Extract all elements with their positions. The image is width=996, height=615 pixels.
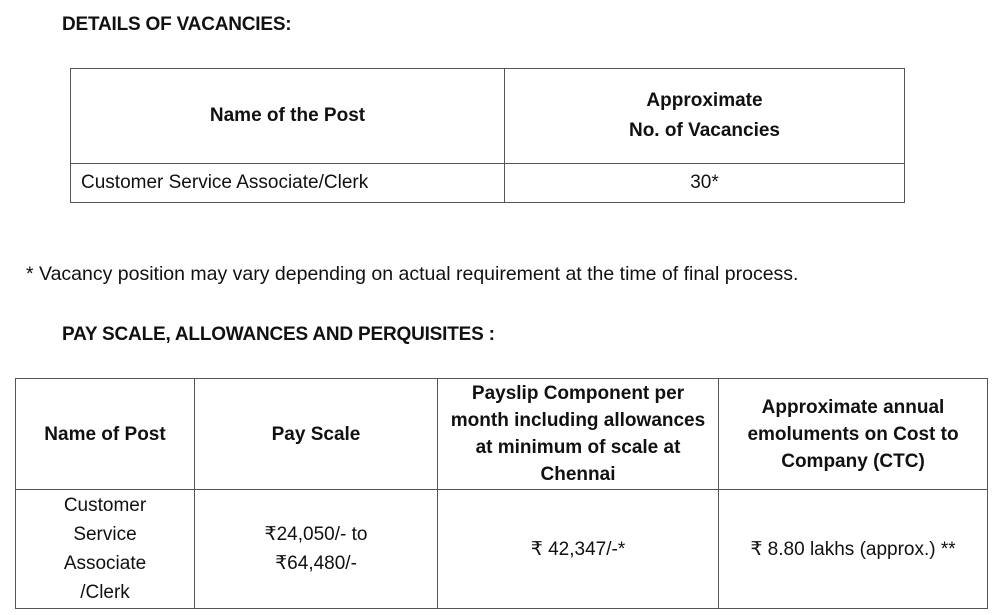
- payslip-header-line-2: month including allowances: [450, 410, 706, 431]
- pay-scale-line-2: ₹64,480/-: [275, 553, 357, 574]
- payslip-header-line-1: Payslip Component per: [471, 383, 685, 404]
- post-line-2: Service: [73, 524, 137, 545]
- vacancies-header-line-1: Approximate: [646, 90, 763, 111]
- vacancies-header-line-2: No. of Vacancies: [628, 120, 780, 141]
- pay-scale-cell: [195, 490, 438, 609]
- pay-table: [15, 378, 988, 609]
- payslip-header: [438, 379, 719, 490]
- vacancies-count-cell: 30*: [505, 164, 905, 203]
- ctc-header-line-1: Approximate annual: [761, 396, 945, 418]
- ctc-header-line-2: emoluments on Cost to: [747, 423, 959, 445]
- ctc-cell: ₹ 8.80 lakhs (approx.) **: [719, 490, 988, 609]
- pay-heading: PAY SCALE, ALLOWANCES AND PERQUISITES :: [62, 324, 495, 345]
- ctc-header-line-3: Company (CTC): [781, 450, 925, 472]
- post-name-cell: Customer Service Associate/Clerk: [71, 164, 505, 203]
- post-header: Name of Post: [16, 379, 195, 490]
- vacancies-header-row: [71, 69, 905, 164]
- payslip-header-line-3: at minimum of scale at: [475, 437, 681, 458]
- table-row: [71, 164, 905, 203]
- vacancies-table: [70, 68, 905, 203]
- payslip-cell: ₹ 42,347/-*: [438, 490, 719, 609]
- pay-scale-header: Pay Scale: [195, 379, 438, 490]
- pay-scale-line-1: ₹24,050/- to: [264, 524, 368, 545]
- payslip-header-line-4: Chennai: [540, 464, 616, 485]
- ctc-header: [719, 379, 988, 490]
- table-row: [16, 490, 988, 609]
- post-line-3: Associate: [63, 553, 147, 574]
- vacancies-count-header: [505, 69, 905, 164]
- post-cell: [16, 490, 195, 609]
- post-line-1: Customer: [63, 495, 147, 516]
- pay-header-row: [16, 379, 988, 490]
- post-name-header: Name of the Post: [71, 69, 505, 164]
- vacancies-heading: DETAILS OF VACANCIES:: [62, 14, 292, 35]
- vacancy-note: * Vacancy position may vary depending on actual requirement at the time of final process.: [26, 263, 799, 285]
- post-line-4: /Clerk: [80, 582, 130, 603]
